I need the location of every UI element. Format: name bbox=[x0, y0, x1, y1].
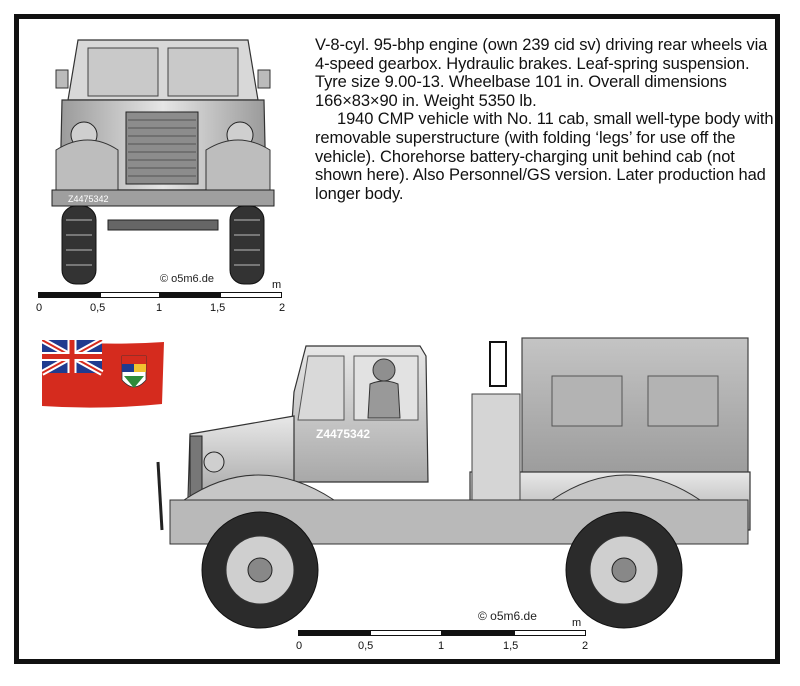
canadian-red-ensign-flag bbox=[42, 340, 164, 408]
spec-paragraph-2: 1940 CMP vehicle with No. 11 cab, small well-type body with removable superstructure (with folding ‘legs’ for use off the vehicle). Chorehorse battery-charging unit behind cab (not shown here). Also Personnel/GS version. Later production had longer body. bbox=[315, 110, 774, 203]
front-scale-unit: m bbox=[272, 279, 282, 291]
side-scale-label-4: 2 bbox=[582, 640, 589, 652]
front-scale-label-4: 2 bbox=[279, 302, 286, 314]
front-scale-label-1: 0,5 bbox=[90, 302, 106, 314]
truck-side-view bbox=[148, 332, 758, 632]
side-scale-label-3: 1,5 bbox=[503, 640, 519, 652]
side-scale-label-0: 0 bbox=[296, 640, 303, 652]
side-scale-bar bbox=[296, 617, 598, 656]
front-scale-label-0: 0 bbox=[36, 302, 43, 314]
union-jack-icon bbox=[42, 340, 102, 373]
specifications-text bbox=[315, 36, 775, 203]
canadian-shield-icon bbox=[122, 356, 146, 388]
front-scale-label-3: 1,5 bbox=[210, 302, 226, 314]
side-scale-label-2: 1 bbox=[438, 640, 445, 652]
side-scale-unit: m bbox=[572, 617, 582, 629]
front-plate-number: Z4475342 bbox=[68, 194, 109, 204]
side-view-credit: © o5m6.de bbox=[478, 609, 537, 623]
front-view-credit: © o5m6.de bbox=[160, 273, 214, 285]
side-scale-label-1: 0,5 bbox=[358, 640, 374, 652]
truck-front-view bbox=[48, 30, 278, 290]
front-wheel bbox=[202, 512, 318, 628]
side-plate-number: Z4475342 bbox=[316, 427, 371, 441]
rear-wheel bbox=[566, 512, 682, 628]
spec-paragraph-1: V-8-cyl. 95-bhp engine (own 239 cid sv) driving rear wheels via 4-speed gearbox. Hydraulic brakes. Leaf-spring suspension. Tyre size 9.00-13. Wheelbase 101 in. Overall dimensions 166×83×90 in. Weight 5350 lb. bbox=[315, 36, 768, 110]
front-scale-label-2: 1 bbox=[156, 302, 163, 314]
